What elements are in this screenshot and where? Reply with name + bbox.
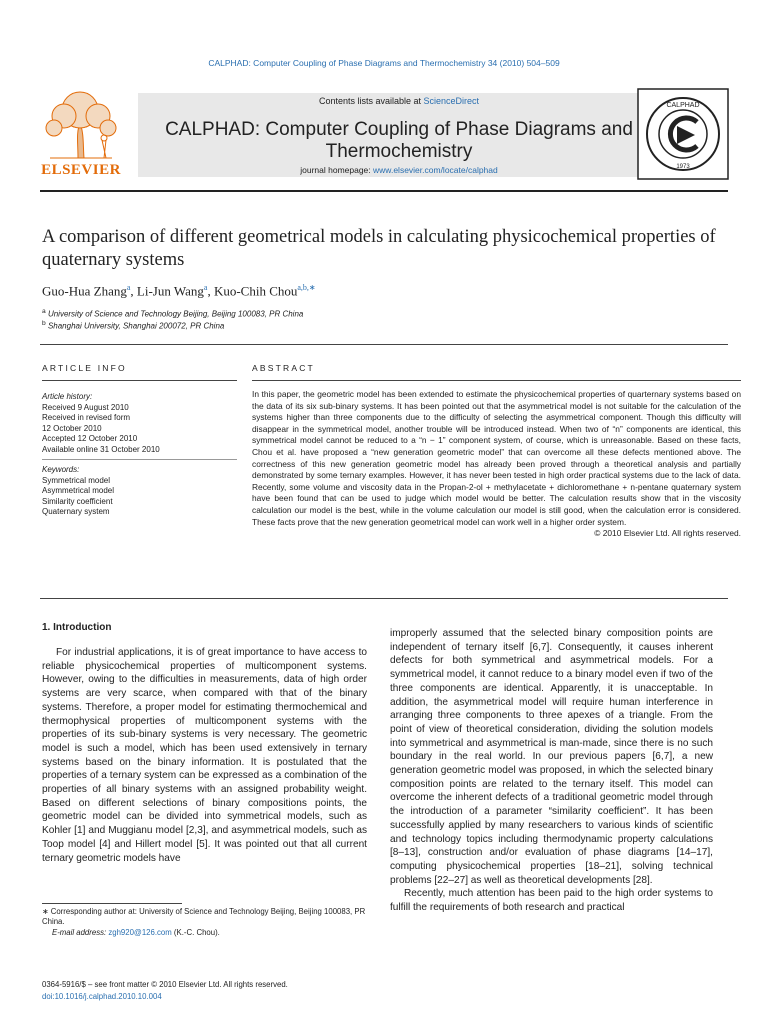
author-separator: , bbox=[130, 283, 137, 299]
divider bbox=[40, 344, 728, 345]
publication-meta bbox=[42, 979, 288, 1003]
issn-line: 0364-5916/$ – see front matter © 2010 Elsevier Ltd. All rights reserved. bbox=[42, 980, 288, 989]
history-item: Received 9 August 2010 bbox=[42, 402, 129, 412]
tree-icon bbox=[40, 88, 122, 162]
affiliation bbox=[42, 320, 224, 331]
keywords-label: Keywords: bbox=[42, 465, 80, 474]
abstract-text: In this paper, the geometric model has been extended to estimate the physicochemical properties of quarternary systems based on the data of its six sub-binary systems. It has been pointed out that the asymmetrical model is not suitable for the calculation of the systems higher than three components due to the difficulty of selecting the asymmetrical component. Though this difficulty will disappear in the symmetrical model, another trouble will be introduced instead. When two of “n” components are identical, this symmetrical model cannot be reduced to a “n − 1” component system, of course, which is unreasonable. Based on these facts, Chou et al. have proposed a “new generation geometric model” that can overcome all these defects mentioned above. The correctness of this new generation geometric model has already been proved through a theoretical analysis and partially demonstrated by some ternary examples. However, it has never been tested in high order practical systems due to the lack of data. Recently, some volume and viscosity data in the Propan-2-ol + methylacetate + dichloromethane + n-pentane quaternary system have been found that can be used to judge which model would be better. The calculation results show that in the viscosity calculation our model is the best, while in the volume calculation our model is still good, when the calculation error is considered. These facts prove that the new generation geometrical model can work well in a higher order system. bbox=[252, 389, 741, 527]
corresponding-author-note: ∗ Corresponding author at: University of Science and Technology Beijing, Beijing 100083, PR China. bbox=[42, 907, 366, 927]
author-list bbox=[42, 283, 316, 299]
body-column-left bbox=[42, 646, 367, 865]
divider bbox=[40, 598, 728, 599]
author-affil-marker[interactable]: a bbox=[203, 283, 208, 292]
contents-line bbox=[138, 96, 660, 106]
sciencedirect-link[interactable]: ScienceDirect bbox=[423, 96, 480, 106]
keyword: Symmetrical model bbox=[42, 475, 111, 485]
affiliation-marker: a bbox=[42, 308, 46, 315]
keywords bbox=[42, 465, 237, 518]
journal-homepage bbox=[138, 165, 660, 175]
copyright: © 2010 Elsevier Ltd. All rights reserved. bbox=[594, 528, 741, 539]
history-item: Available online 31 October 2010 bbox=[42, 444, 160, 454]
author-name[interactable]: Li-Jun Wang bbox=[136, 283, 204, 299]
keyword: Asymmetrical model bbox=[42, 486, 115, 495]
journal-banner bbox=[138, 93, 660, 177]
affiliation-marker: b bbox=[42, 320, 46, 327]
author-name[interactable]: Kuo-Chih Chou bbox=[213, 283, 298, 299]
divider bbox=[252, 380, 741, 381]
history-label: Article history: bbox=[42, 392, 93, 401]
calphad-logo-year: 1973 bbox=[676, 164, 690, 170]
article-history bbox=[42, 392, 237, 455]
history-item: Received in revised form bbox=[42, 413, 131, 422]
elsevier-logo bbox=[40, 88, 122, 180]
journal-citation-link[interactable]: CALPHAD: Computer Coupling of Phase Diagrams and Thermochemistry 34 (2010) 504–509 bbox=[208, 58, 560, 68]
history-item: 12 October 2010 bbox=[42, 423, 102, 433]
history-item: Accepted 12 October 2010 bbox=[42, 434, 138, 443]
affiliation-text: Shanghai University, Shanghai 200072, PR China bbox=[47, 321, 225, 331]
article-info-heading: ARTICLE INFO bbox=[42, 363, 127, 373]
masthead bbox=[40, 88, 730, 188]
body-column-right bbox=[390, 627, 713, 915]
paragraph: For industrial applications, it is of great importance to have access to reliable physicochemical properties of multicomponent systems. However, owing to the difficulties in measurements, data of high order systems are very scarce, when compared with that of the binary systems. Therefore, a proper model for estimating thermochemical and thermophysical properties of multicomponent systems with the properties of its sub-binary systems is very necessary. The geometric model is such a model, which has been used extensively in ternary systems based on the binary information. It is postulated that the properties of a ternary system can be expressed as a combination of the properties of all binary systems with an assigned probability weight. Based on different selections of binary compositions points, the geometric model can be divided into symmetrical models, such as Kohler [1] and Muggianu model [2,3], and asymmetrical models, such as Toop model [4] and Hillert model [5]. It was pointed out that all current ternary geometric models have bbox=[42, 647, 367, 864]
article-title: A comparison of different geometrical models in calculating physicochemical properties of quaternary systems bbox=[42, 227, 716, 270]
divider bbox=[42, 380, 237, 381]
author-name[interactable]: Guo-Hua Zhang bbox=[42, 283, 127, 299]
footnote bbox=[42, 907, 372, 938]
masthead-rule bbox=[40, 190, 728, 192]
footnote-rule bbox=[42, 903, 182, 904]
divider bbox=[42, 459, 237, 460]
journal-title: CALPHAD: Computer Coupling of Phase Diagrams and Thermochemistry bbox=[165, 119, 633, 162]
keyword: Quaternary system bbox=[42, 507, 110, 516]
section-heading-introduction: 1. Introduction bbox=[42, 622, 112, 633]
contents-prefix: Contents lists available at bbox=[318, 96, 424, 106]
email-label: E-mail address: bbox=[52, 927, 109, 937]
email-suffix: (K.-C. Chou). bbox=[171, 927, 220, 937]
affiliation-text: University of Science and Technology Beijing, Beijing 100083, PR China bbox=[47, 309, 304, 319]
author-affil-marker[interactable]: a,b,∗ bbox=[297, 283, 316, 292]
homepage-link[interactable]: www.elsevier.com/locate/calphad bbox=[373, 165, 498, 175]
elsevier-wordmark: ELSEVIER bbox=[41, 162, 121, 178]
homepage-prefix: journal homepage: bbox=[300, 165, 374, 175]
keyword: Similarity coefficient bbox=[42, 496, 113, 506]
calphad-logo bbox=[637, 88, 729, 180]
author-affil-marker[interactable]: a bbox=[126, 283, 131, 292]
affiliation bbox=[42, 308, 303, 319]
abstract bbox=[252, 389, 741, 540]
abstract-heading: ABSTRACT bbox=[252, 363, 315, 373]
paragraph: improperly assumed that the selected binary composition points are independent of ternary itself [6,7]. Consequently, it causes inherent defects for both symmetrical and asymmetrical models. For a symmetrical model, it cannot reduce to a binary model even if two of the three components are identical. Apparently, it is unacceptable. In addition, the asymmetrical model will require human interference in arranging three components to three apexes of a triangle. From the point of view of theoretical consideration, dividing the solution models into symmetrical and asymmetrical is man-made, since there is no such boundary in the real world. In our previous papers [6,7], a new generation geometric model was proposed, in which the selected binary composition points are related to the ternary itself. This model can overcome the inherent defects of a traditional geometric model through the introduction of a parameter “similarity coefficient”. It has been successfully applied by many researchers to various kinds of scientific and technology topics including thermodynamic property calculations [8–13], construction and/or evaluation of phase diagrams [14–17], computing physicochemical properties [18–21], solving technical problems [22–27] as well as theoretical developments [28]. bbox=[390, 628, 713, 886]
doi-link[interactable]: doi:10.1016/j.calphad.2010.10.004 bbox=[42, 992, 162, 1001]
email-line bbox=[42, 928, 372, 938]
email-link[interactable]: zgh920@126.com bbox=[108, 927, 172, 937]
calphad-seal-icon bbox=[637, 88, 729, 180]
paragraph: Recently, much attention has been paid to the high order systems to fulfill the requirements of both research and practical bbox=[390, 888, 713, 914]
author-separator: , bbox=[207, 283, 214, 299]
calphad-logo-text: CALPHAD bbox=[666, 102, 700, 109]
